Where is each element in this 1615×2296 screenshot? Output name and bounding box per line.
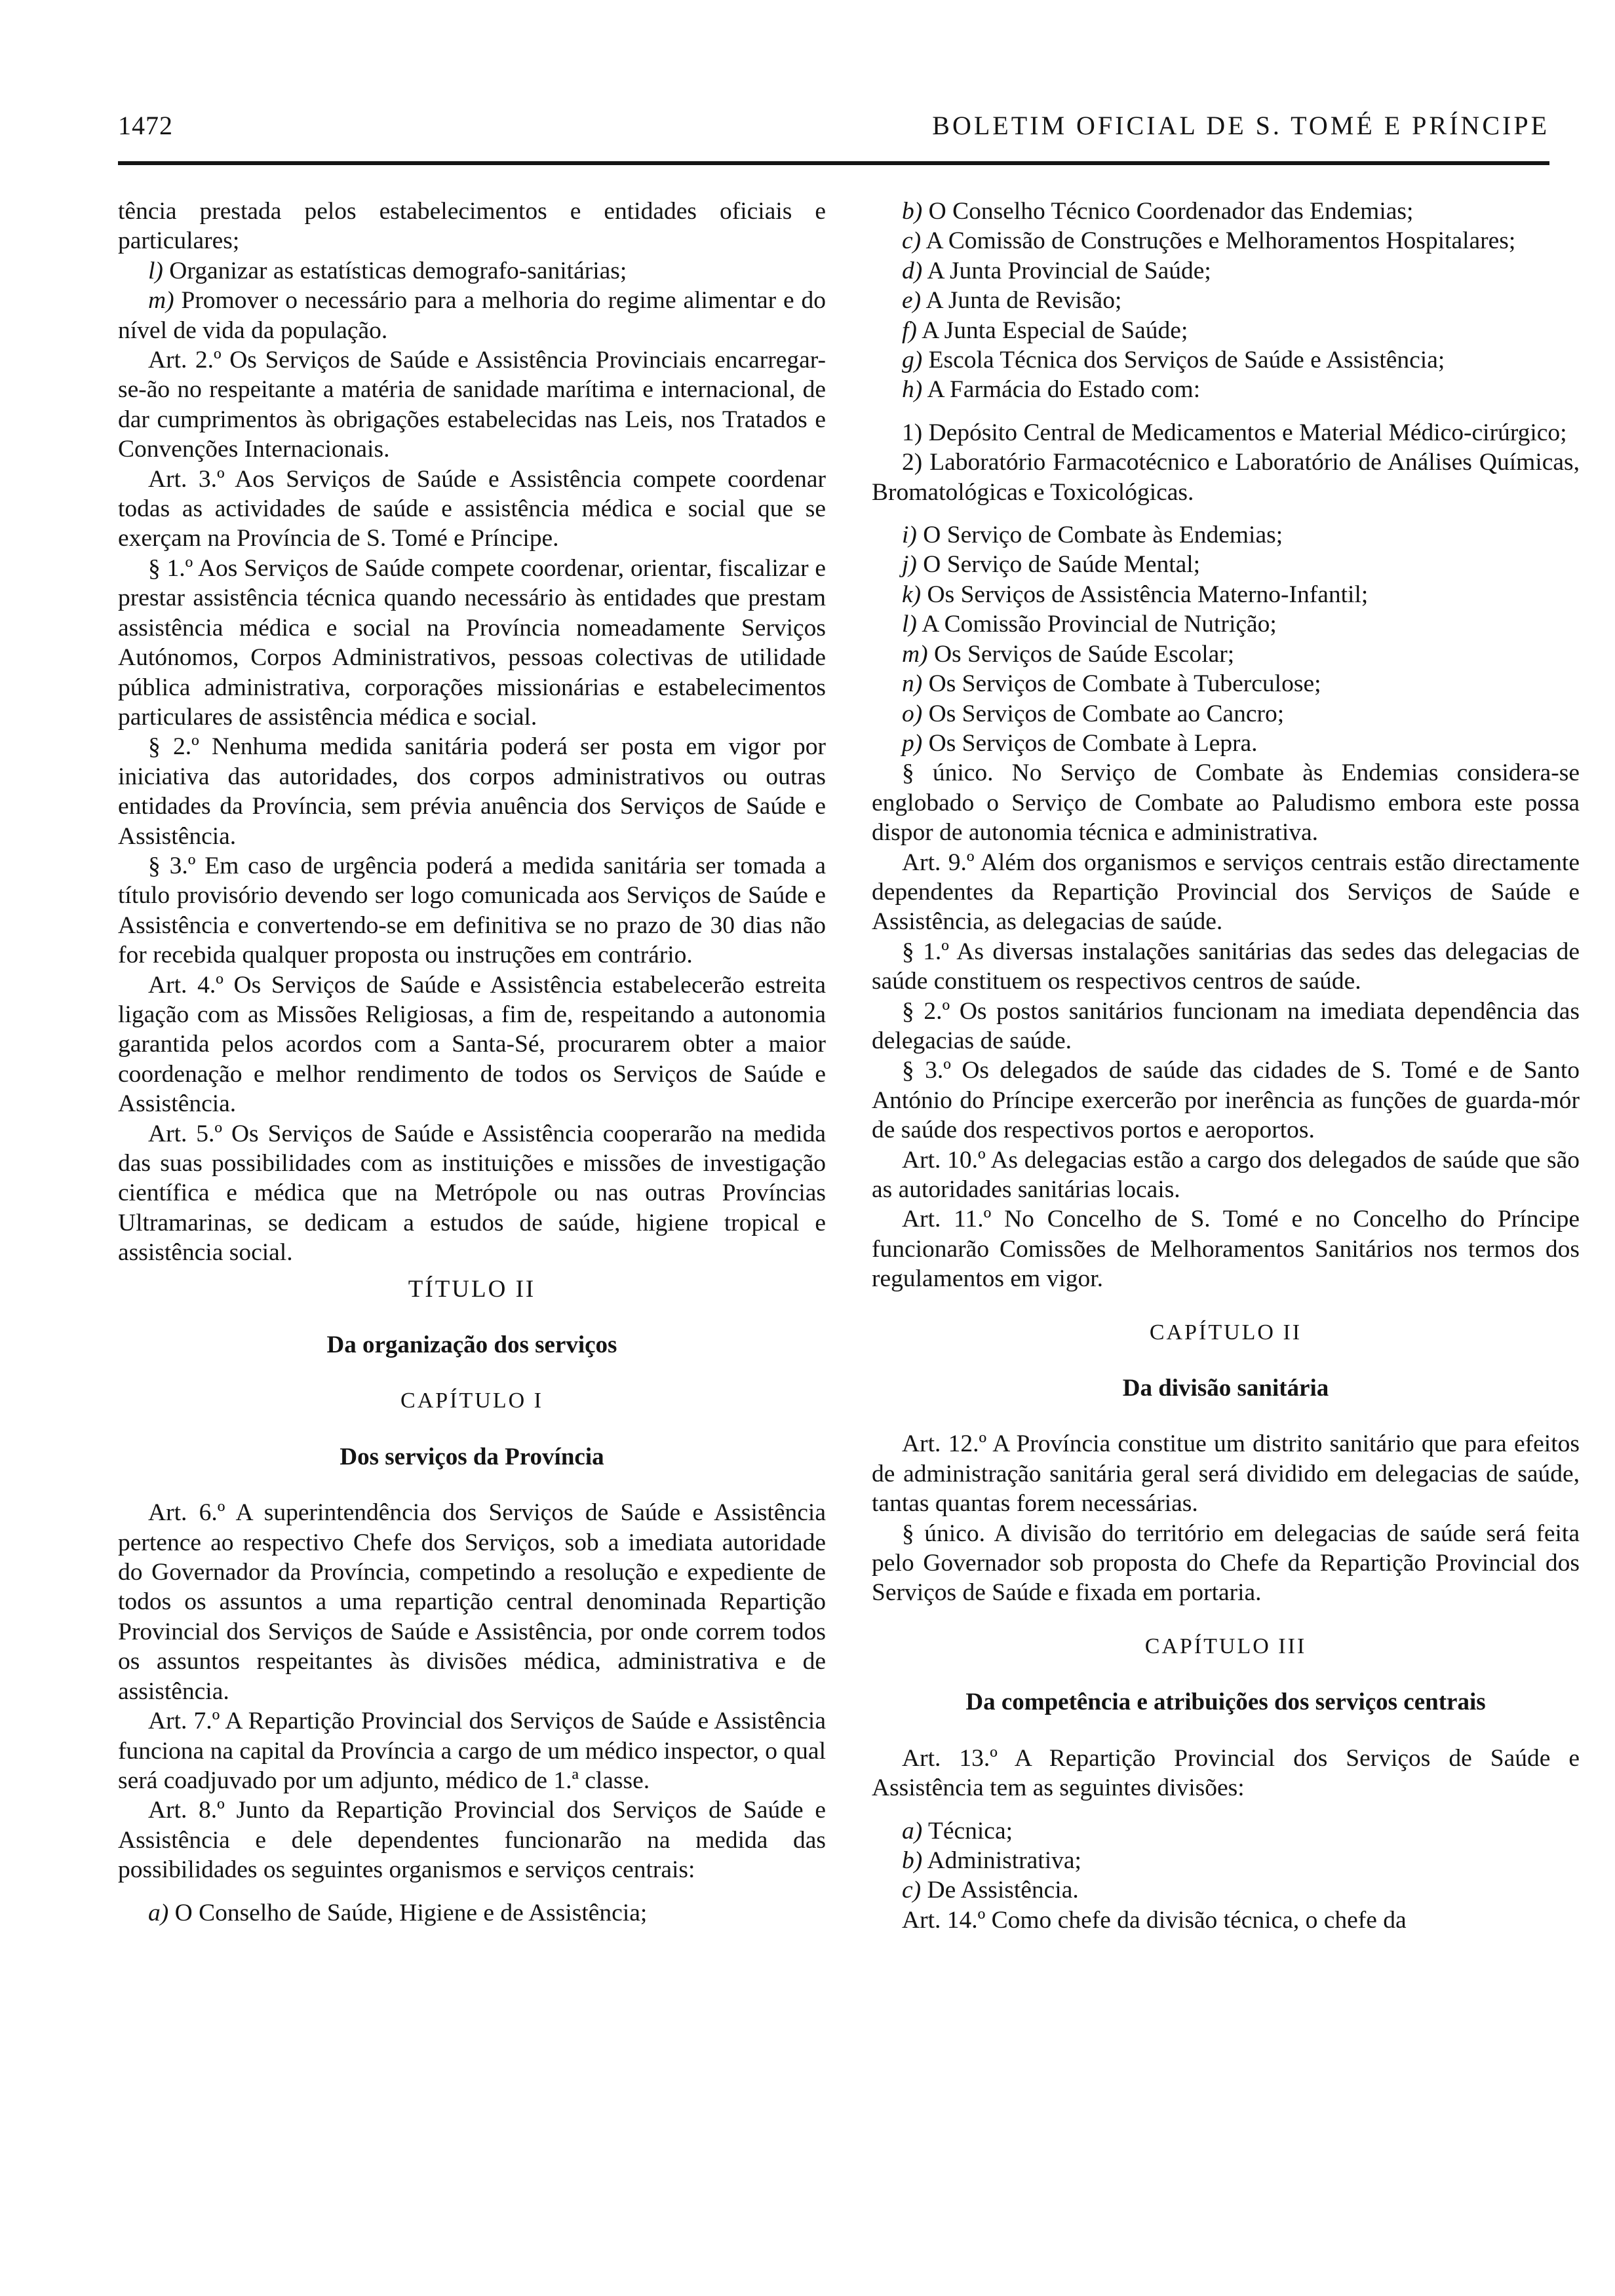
list-item [872, 1816, 1580, 1846]
item-marker: b) [902, 198, 923, 225]
article-paragraph: Art. 5.º Os Serviços de Saúde e Assistência cooperarão na medida das suas possibilidades com as instituições e missões de investigação científica e médica que na Metrópole ou nas outras Províncias Ultramarinas, se dedicam a estudos de saúde, higiene tropical e assistência social. [118, 1120, 826, 1267]
article-paragraph: Art. 12.º A Província constitue um distrito sanitário que para efeitos de administração sanitária geral será dividido em delegacias de saúde, tantas quantas forem necessárias. [872, 1430, 1580, 1518]
item-marker: l) [902, 611, 917, 638]
list-item [872, 1875, 1580, 1905]
item-text: Os Serviços de Saúde Escolar; [927, 640, 1235, 668]
list-item [872, 520, 1580, 550]
article-paragraph: Art. 14.º Como chefe da divisão técnica, o chefe da [902, 1906, 1407, 1934]
list-item [872, 550, 1580, 579]
list-item [872, 609, 1580, 639]
item-text: O Serviço de Saúde Mental; [916, 551, 1201, 579]
article-paragraph: Art. 4.º Os Serviços de Saúde e Assistência estabelecerão estreita ligação com as Missões Religiosas, a fim de, respeitando a autonomia garantida pelos acordos com a Santa-Sé, procurarem obter a maior coordenação e melhor rendimento de todos os Serviços de Saúde e Assistência. [118, 971, 826, 1118]
article-paragraph: Art. 3.º Aos Serviços de Saúde e Assistência compete coordenar todas as actividades de saúde e assistência médica e social que se exerçam na Província de S. Tomé e Príncipe. [118, 465, 826, 552]
item-text: Os Serviços de Combate à Lepra. [922, 729, 1258, 757]
article-paragraph: Art. 7.º A Repartição Provincial dos Serviços de Saúde e Assistência funciona na capital da Província a cargo de um médico inspector, o qual será coadjuvado por um adjunto, médico de 1.ª classe. [118, 1708, 826, 1794]
paragraph: tência prestada pelos estabelecimentos e entidades oficiais e particulares; [118, 198, 826, 255]
item-marker: b) [902, 1846, 923, 1874]
item-text: Promover o necessário para a melhoria do regime alimentar e do nível de vida da população. [118, 287, 826, 344]
chapter-heading: CAPÍTULO II [1149, 1320, 1302, 1345]
item-marker: a) [902, 1817, 923, 1845]
list-item [872, 1846, 1580, 1875]
header-rule [118, 161, 1549, 165]
list-item [118, 1898, 826, 1928]
list-item [118, 256, 826, 286]
item-marker: j) [902, 551, 917, 579]
item-text: O Conselho de Saúde, Higiene e de Assistência; [168, 1899, 648, 1926]
section-paragraph: § 1.º As diversas instalações sanitárias das sedes das delegacias de saúde constituem os respectivos centros de saúde. [872, 938, 1580, 995]
section-heading: Da competência e atribuições dos serviços centrais [965, 1689, 1486, 1716]
item-marker: i) [902, 522, 917, 549]
section-paragraph: § único. No Serviço de Combate às Endemias considera-se englobado o Serviço de Combate ao Paludismo embora este possa dispor de autonomia técnica e administrativa. [872, 759, 1580, 847]
item-text: A Comissão de Construções e Melhoramentos Hospitalares; [921, 227, 1516, 255]
right-column [872, 197, 1580, 1935]
item-text: O Serviço de Combate às Endemias; [916, 522, 1283, 549]
item-text: A Junta de Revisão; [921, 287, 1122, 315]
section-paragraph: § 3.º Em caso de urgência poderá a medida sanitária ser tomada a título provisório devendo ser logo comunicada aos Serviços de Saúde e Assistência e convertendo-se em definitiva se no prazo de 30 dias não for recebida qualquer proposta ou instruções em contrário. [118, 852, 826, 969]
article-paragraph: Art. 13.º A Repartição Provincial dos Serviços de Saúde e Assistência tem as seguintes divisões: [872, 1744, 1580, 1802]
section-heading: Da divisão sanitária [1122, 1375, 1329, 1402]
item-marker: o) [902, 700, 923, 727]
list-item [872, 316, 1580, 345]
list-item [872, 375, 1580, 404]
item-text: A Junta Especial de Saúde; [916, 316, 1188, 344]
spacer [872, 405, 1580, 418]
item-text: O Conselho Técnico Coordenador das Endemias; [922, 198, 1414, 225]
article-paragraph: Art. 8.º Junto da Repartição Provincial dos Serviços de Saúde e Assistência e dele dependentes funcionarão na medida das possibilidades os seguintes organismos e serviços centrais: [118, 1797, 826, 1884]
sub-item: 1) Depósito Central de Medicamentos e Material Médico-cirúrgico; [902, 419, 1567, 446]
item-text: A Comissão Provincial de Nutrição; [916, 611, 1277, 638]
left-column [118, 197, 826, 1928]
item-text: A Junta Provincial de Saúde; [922, 257, 1211, 284]
section-heading: Dos serviços da Província [340, 1443, 604, 1470]
item-marker: c) [902, 227, 922, 255]
item-text: Organizar as estatísticas demografo-sanitárias; [163, 257, 627, 284]
spacer [872, 507, 1580, 520]
spacer [118, 1885, 826, 1898]
list-item [872, 286, 1580, 315]
item-marker: d) [902, 257, 923, 284]
item-text: De Assistência. [921, 1877, 1079, 1904]
item-marker: l) [148, 257, 163, 284]
item-marker: c) [902, 1877, 922, 1904]
item-text: Técnica; [922, 1817, 1013, 1845]
title-heading: TÍTULO II [408, 1275, 536, 1303]
list-item [872, 669, 1580, 698]
item-marker: k) [902, 581, 922, 608]
list-item [872, 345, 1580, 375]
item-text: Administrativa; [922, 1846, 1081, 1874]
item-marker: n) [902, 670, 923, 698]
item-marker: p) [902, 729, 923, 757]
item-text: Escola Técnica dos Serviços de Saúde e Assistência; [922, 347, 1445, 374]
item-marker: f) [902, 316, 917, 344]
list-item [872, 729, 1580, 758]
list-item [118, 286, 826, 345]
section-paragraph: § 3.º Os delegados de saúde das cidades de S. Tomé e de Santo António do Príncipe exercerão por inerência as funções de guarda-mór de saúde dos respectivos portos e aeroportos. [872, 1057, 1580, 1144]
list-item [872, 226, 1580, 256]
item-text: Os Serviços de Assistência Materno-Infantil; [921, 581, 1369, 608]
item-marker: m) [148, 287, 174, 315]
article-paragraph: Art. 6.º A superintendência dos Serviços de Saúde e Assistência pertence ao respectivo Chefe dos Serviços, sob a imediata autoridade do Governador da Província, competindo a resolução e expediente de todos os assuntos a uma repartição central denominada Repartição Provincial dos Serviços de Saúde e Assistência, por onde correm todos os assuntos respeitantes às divisões médica, administrativa e de assistência. [118, 1499, 826, 1705]
item-text: A Farmácia do Estado com: [922, 376, 1201, 404]
chapter-heading: CAPÍTULO III [1144, 1634, 1307, 1658]
page-number: 1472 [118, 111, 173, 140]
section-paragraph: § único. A divisão do território em delegacias de saúde será feita pelo Governador sob proposta do Chefe da Repartição Provincial dos Serviços de Saúde e fixada em portaria. [872, 1520, 1580, 1607]
section-paragraph: § 1.º Aos Serviços de Saúde compete coordenar, orientar, fiscalizar e prestar assistência técnica quando necessário às entidades que prestam assistência médica e social na Província nomeadamente Serviços Autónomos, Corpos Administrativos, pessoas colectivas de utilidade pública administrativa, corporações missionárias e estabelecimentos particulares de assistência médica e social. [118, 554, 826, 731]
item-marker: g) [902, 347, 923, 374]
running-title: BOLETIM OFICIAL DE S. TOMÉ E PRÍNCIPE [932, 111, 1549, 140]
item-text: Os Serviços de Combate ao Cancro; [922, 700, 1285, 727]
list-item [872, 197, 1580, 226]
section-heading: Da organização dos serviços [326, 1331, 617, 1359]
item-marker: m) [902, 640, 928, 668]
spacer [872, 1803, 1580, 1816]
section-paragraph: § 2.º Os postos sanitários funcionam na imediata dependência das delegacias de saúde. [872, 997, 1580, 1054]
item-marker: h) [902, 376, 923, 404]
section-paragraph: § 2.º Nenhuma medida sanitária poderá ser posta em vigor por iniciativa das autoridades, dos corpos administrativos ou outras entidades da Província, sem prévia anuência dos Serviços de Saúde e Assistência. [118, 733, 826, 850]
article-paragraph: Art. 2.º Os Serviços de Saúde e Assistência Provinciais encarregar-se-ão no respeitante a matéria de sanidade marítima e internacional, de dar cumprimentos às obrigações estabelecidas nas Leis, nos Tratados e Convenções Internacionais. [118, 347, 826, 463]
item-marker: a) [148, 1899, 169, 1926]
article-paragraph: Art. 11.º No Concelho de S. Tomé e no Concelho do Príncipe funcionarão Comissões de Melhoramentos Sanitários nos termos dos regulamentos em vigor. [872, 1206, 1580, 1293]
list-item [872, 580, 1580, 609]
list-item [872, 256, 1580, 286]
sub-item: 2) Laboratório Farmacotécnico e Laboratório de Análises Químicas, Bromatológicas e Toxicológicas. [872, 449, 1580, 506]
item-text: Os Serviços de Combate à Tuberculose; [922, 670, 1321, 698]
page-header [118, 110, 1549, 149]
article-paragraph: Art. 9.º Além dos organismos e serviços centrais estão directamente dependentes da Repartição Provincial dos Serviços de Saúde e Assistência, as delegacias de saúde. [872, 849, 1580, 936]
article-paragraph: Art. 10.º As delegacias estão a cargo dos delegados de saúde que são as autoridades sanitárias locais. [872, 1146, 1580, 1203]
list-item [872, 699, 1580, 729]
list-item [872, 640, 1580, 669]
chapter-heading: CAPÍTULO I [400, 1388, 543, 1413]
item-marker: e) [902, 287, 922, 315]
